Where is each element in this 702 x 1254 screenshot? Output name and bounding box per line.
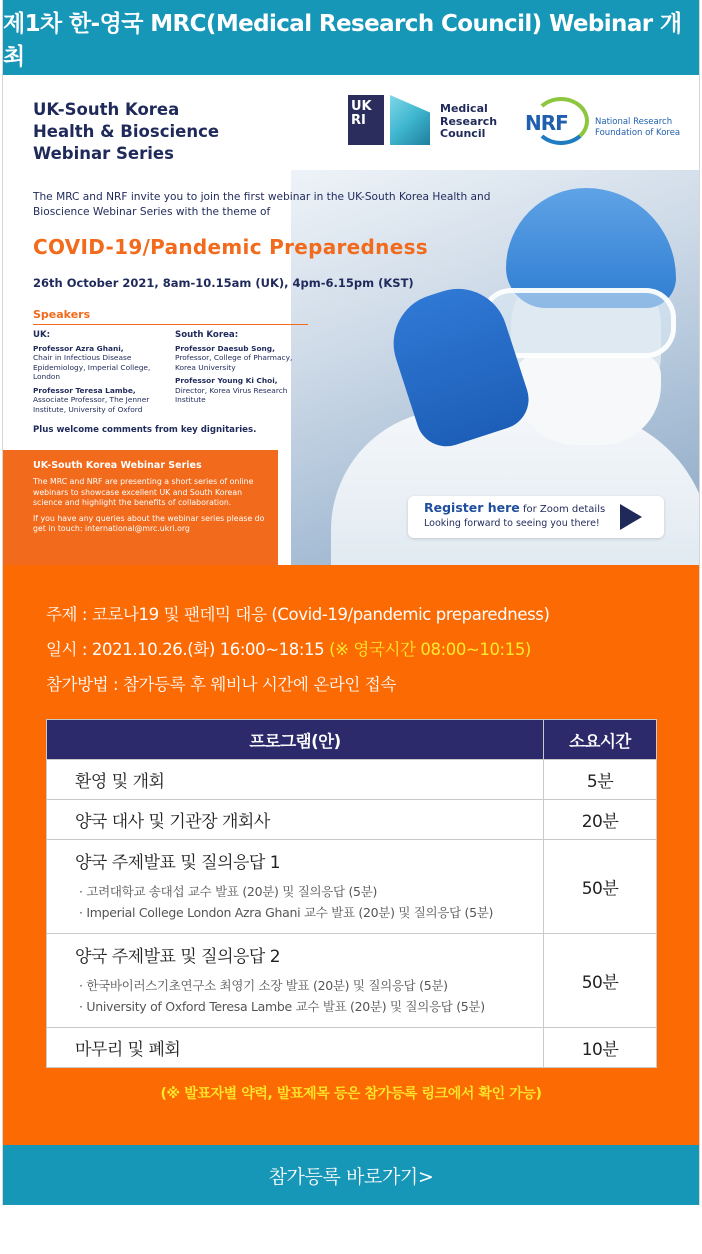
program-duration: 50분 xyxy=(544,840,657,934)
theme-title: COVID-19/Pandemic Preparedness xyxy=(33,235,428,259)
play-arrow-icon xyxy=(620,504,642,530)
footnote: (※ 발표자별 약력, 발표제목 등은 참가등록 링크에서 확인 가능) xyxy=(160,1086,542,1102)
program-duration: 5분 xyxy=(544,760,657,800)
mrc-name: Medical Research Council xyxy=(440,102,498,140)
series-title: UK-South Korea Health & Bioscience Webinar Series xyxy=(33,100,220,163)
program-duration: 10분 xyxy=(544,1028,657,1068)
program-duration: 20분 xyxy=(544,800,657,840)
ukri-logo: UK RI xyxy=(348,95,430,145)
table-row xyxy=(47,840,657,934)
program-duration: 50분 xyxy=(544,934,657,1028)
webinar-date: 26th October 2021, 8am-10.15am (UK), 4pm-6.15pm (KST) xyxy=(33,276,414,290)
divider xyxy=(33,324,308,325)
table-row xyxy=(47,800,657,840)
page-title-bar xyxy=(3,0,699,75)
korea-speakers: South Korea: Professor Daesub Song, Professor, College of Pharmacy, Korea University Professor Young Ki Choi, Director, Korea Virus Research Institute xyxy=(175,330,293,404)
program-item: 양국 대사 및 기관장 개회사 xyxy=(47,800,544,840)
speakers-heading: Speakers xyxy=(33,308,91,321)
program-header: 프로그램(안) xyxy=(47,720,544,760)
program-item: 마무리 및 폐회 xyxy=(47,1028,544,1068)
event-info-section xyxy=(3,565,699,1145)
register-link-button[interactable]: 참가등록 바로가기> xyxy=(3,1145,699,1205)
datetime-line: 일시 : 2021.10.26.(화) 16:00~18:15 (※ 영국시간 08:00~10:15) xyxy=(46,640,531,659)
series-info-box: UK-South Korea Webinar Series The MRC and NRF are presenting a short series of online webinars to showcase excellent UK and South Korean science and highlight the benefits of collaboration. If you have any queries about the webinar series please do get in touch: international@mrc.ukri.org xyxy=(3,450,278,565)
intro-text: The MRC and NRF invite you to join the first webinar in the UK-South Korea Health and Bioscience Webinar Series with the theme of xyxy=(33,191,491,218)
uk-speakers: UK: Professor Azra Ghani, Chair in Infectious Disease Epidemiology, Imperial College, London Professor Teresa Lambe, Associate Professor, The Jenner Institute, University of Oxford xyxy=(33,330,151,414)
program-item: 환영 및 개회 xyxy=(47,760,544,800)
method-line: 참가방법 : 참가등록 후 웨비나 시간에 온라인 접속 xyxy=(46,675,396,694)
register-here-button[interactable]: Register here for Zoom details Looking forward to seeing you there! xyxy=(408,496,664,538)
table-row xyxy=(47,760,657,800)
topic-line: 주제 : 코로나19 및 팬데믹 대응 (Covid-19/pandemic preparedness) xyxy=(46,605,550,624)
nrf-logo: NRF xyxy=(525,97,591,147)
program-item: 양국 주제발표 및 질의응답 2 · 한국바이러스기초연구소 최영기 소장 발표 (20분) 및 질의응답 (5분) · University of Oxford Teresa Lambe 교수 발표 (20분) 및 질의응답 (5분) xyxy=(47,934,544,1028)
table-row xyxy=(47,934,657,1028)
page-title: 제1차 한-영국 MRC(Medical Research Council) Webinar 개최 xyxy=(3,10,682,70)
program-item: 양국 주제발표 및 질의응답 1 · 고려대학교 송대섭 교수 발표 (20분) 및 질의응답 (5분) · Imperial College London Azra Ghani 교수 발표 (20분) 및 질의응답 (5분) xyxy=(47,840,544,934)
page-bottom-margin xyxy=(0,1205,702,1254)
nrf-name: National Research Foundation of Korea xyxy=(595,117,681,138)
duration-header: 소요시간 xyxy=(544,720,657,760)
program-table xyxy=(46,719,657,1068)
welcome-note: Plus welcome comments from key dignitaries. xyxy=(33,425,257,435)
table-row xyxy=(47,1028,657,1068)
webinar-poster xyxy=(3,75,699,565)
